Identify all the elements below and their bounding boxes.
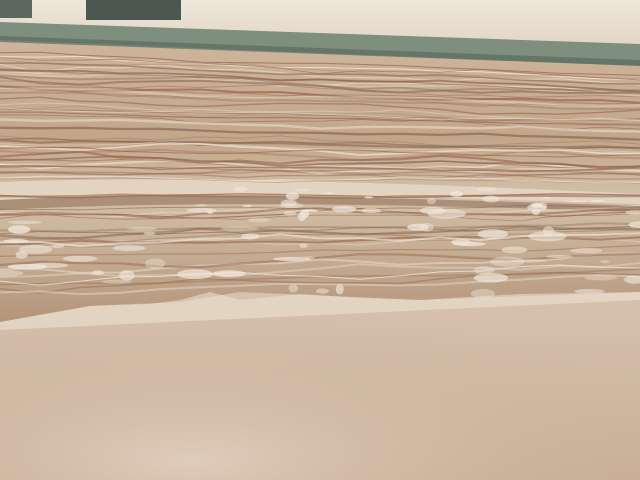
fiber-tuft <box>301 209 317 212</box>
fiber-tuft <box>102 280 132 284</box>
fiber-tuft <box>143 232 155 235</box>
fiber-tuft <box>92 270 104 275</box>
fiber-tuft <box>51 245 65 249</box>
fiber-tuft <box>196 204 208 206</box>
fiber-tuft <box>364 196 373 198</box>
fiber-tuft <box>293 189 311 191</box>
fiber-tuft <box>477 187 497 191</box>
fiber-tuft <box>8 221 43 224</box>
fiber-tuft <box>273 257 311 261</box>
fiber-tuft <box>570 248 602 253</box>
fiber-tuft <box>207 210 213 214</box>
fiber-tuft <box>451 240 471 245</box>
fiber-tuft <box>474 273 508 282</box>
fiber-tuft <box>119 270 134 280</box>
fiber-tuft <box>242 205 252 207</box>
dark-object-center <box>86 0 181 20</box>
fiber-tuft <box>501 247 527 254</box>
fiber-tuft <box>565 200 587 202</box>
fiber-tuft <box>8 225 30 233</box>
fiber-tuft <box>332 206 356 212</box>
fiber-tuft <box>19 245 53 254</box>
fiber-tuft <box>234 186 248 192</box>
fiber-tuft <box>286 192 299 200</box>
fiber-tuft <box>63 256 97 262</box>
fiber-tuft <box>361 208 381 213</box>
fiber-tuft <box>591 200 605 202</box>
fiber-tuft <box>248 218 270 223</box>
fiber-tuft <box>531 203 544 208</box>
fiber-tuft <box>482 196 499 203</box>
fiber-tuft <box>320 192 335 194</box>
fiber-tuft <box>113 245 146 251</box>
fiber-tuft <box>4 239 29 243</box>
fiber-tuft <box>177 269 213 279</box>
fiber-tuft <box>127 227 158 231</box>
fiber-tuft <box>299 243 308 248</box>
fiber-tuft <box>281 200 297 207</box>
fiber-tuft <box>316 288 329 293</box>
fiber-tuft <box>585 275 618 280</box>
fiber-tuft <box>7 264 47 269</box>
fiber-tuft <box>600 260 610 263</box>
dark-object-left <box>0 0 32 18</box>
fiber-tuft <box>420 207 446 214</box>
fiber-tuft <box>283 211 296 216</box>
fiber-tuft <box>336 284 344 294</box>
fiber-tuft <box>542 197 551 199</box>
fiber-tuft <box>528 231 566 241</box>
fiber-tuft <box>546 255 572 258</box>
fiber-tuft <box>532 210 540 216</box>
fiber-tuft <box>145 258 165 268</box>
fiber-tuft <box>212 270 245 277</box>
fiber-tuft <box>241 233 259 239</box>
fiber-tuft <box>289 284 299 292</box>
fiber-tuft <box>419 223 434 232</box>
fiber-tuft <box>477 229 508 239</box>
fiber-tuft <box>450 191 464 197</box>
fiber-tuft <box>221 226 259 230</box>
fiber-tuft <box>427 198 436 204</box>
fiber-tuft <box>490 257 524 267</box>
